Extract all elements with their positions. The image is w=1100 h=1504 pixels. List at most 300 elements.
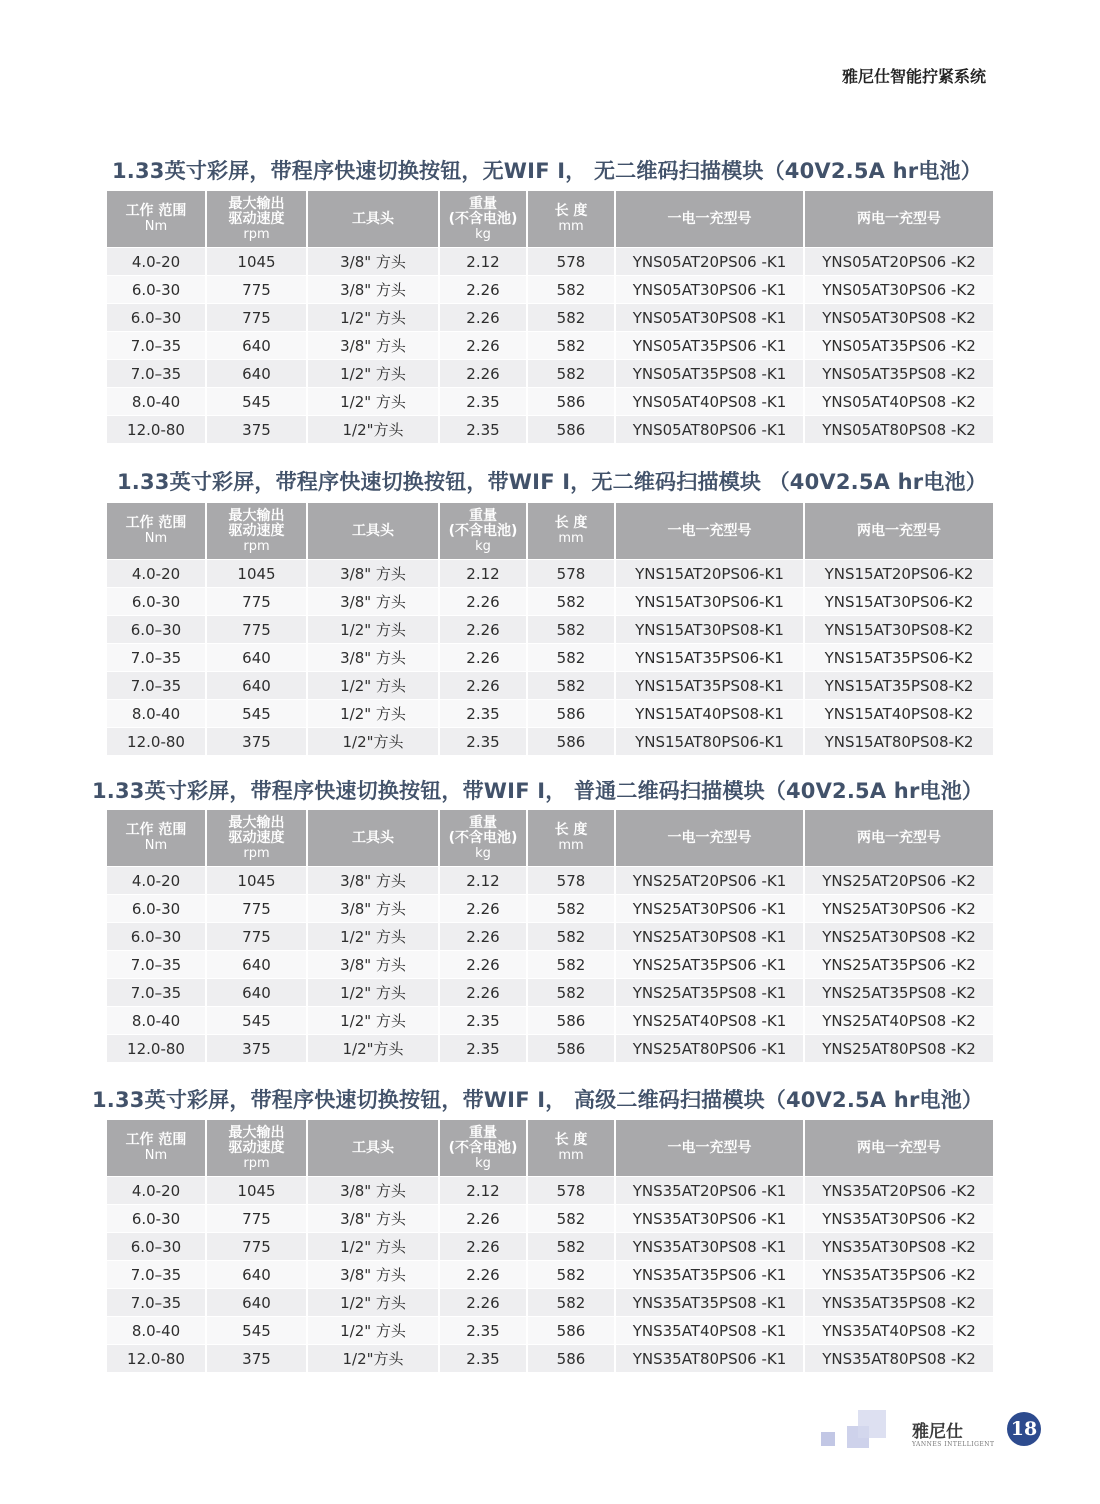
cell-length: 582 bbox=[528, 1232, 616, 1260]
cell-model2: YNS25AT35PS06 -K2 bbox=[805, 950, 993, 978]
cell-weight: 2.35 bbox=[440, 415, 528, 443]
col-header-speed-label2: 驱动速度 bbox=[228, 829, 285, 846]
cell-length: 582 bbox=[528, 1204, 616, 1232]
col-header-tool: 工具头 bbox=[308, 191, 440, 247]
cell-range: 6.0–30 bbox=[107, 1232, 207, 1260]
cell-range: 6.0–30 bbox=[107, 615, 207, 643]
cell-length: 582 bbox=[528, 587, 616, 615]
table-header-row bbox=[107, 1120, 993, 1176]
cell-weight: 2.26 bbox=[440, 894, 528, 922]
cell-model1: YNS25AT40PS08 -K1 bbox=[616, 1006, 805, 1034]
cell-range: 12.0-80 bbox=[107, 727, 207, 755]
col-header-weight-note: (不含电池) bbox=[448, 829, 518, 846]
cell-tool: 3/8" 方头 bbox=[308, 275, 440, 303]
col-header-length bbox=[528, 191, 616, 247]
cell-range: 8.0-40 bbox=[107, 699, 207, 727]
cell-tool: 1/2" 方头 bbox=[308, 1232, 440, 1260]
col-header-speed bbox=[207, 503, 308, 559]
cell-range: 6.0–30 bbox=[107, 922, 207, 950]
cell-range: 8.0-40 bbox=[107, 1316, 207, 1344]
col-header-weight-label: 重量 bbox=[469, 195, 497, 212]
table-row bbox=[107, 1006, 993, 1034]
table-header-row bbox=[107, 810, 993, 866]
table-row bbox=[107, 866, 993, 894]
cell-model2: YNS35AT80PS08 -K2 bbox=[805, 1344, 993, 1372]
cell-model2: YNS25AT80PS08 -K2 bbox=[805, 1034, 993, 1062]
cell-speed: 375 bbox=[207, 727, 308, 755]
cell-model1: YNS15AT20PS06-K1 bbox=[616, 559, 805, 587]
col-header-speed-unit: rpm bbox=[243, 845, 270, 861]
table-row bbox=[107, 247, 993, 275]
cell-weight: 2.12 bbox=[440, 559, 528, 587]
cell-range: 7.0–35 bbox=[107, 671, 207, 699]
col-header-range-unit: Nm bbox=[144, 219, 168, 234]
cell-tool: 3/8" 方头 bbox=[308, 247, 440, 275]
col-header-model2: 两电一充型号 bbox=[805, 1120, 993, 1176]
col-header-range-label: 工作 范围 bbox=[125, 1132, 187, 1148]
cell-weight: 2.26 bbox=[440, 615, 528, 643]
cell-model1: YNS15AT35PS06-K1 bbox=[616, 643, 805, 671]
cell-tool: 1/2"方头 bbox=[308, 415, 440, 443]
cell-tool: 3/8" 方头 bbox=[308, 559, 440, 587]
col-header-weight-unit: kg bbox=[475, 845, 491, 861]
cell-range: 7.0–35 bbox=[107, 950, 207, 978]
table-row bbox=[107, 1260, 993, 1288]
table-row bbox=[107, 727, 993, 755]
cell-tool: 1/2" 方头 bbox=[308, 303, 440, 331]
cell-tool: 3/8" 方头 bbox=[308, 866, 440, 894]
col-header-weight-label: 重量 bbox=[469, 507, 497, 524]
cell-length: 582 bbox=[528, 1260, 616, 1288]
table-row bbox=[107, 615, 993, 643]
col-header-model2: 两电一充型号 bbox=[805, 191, 993, 247]
table-row bbox=[107, 671, 993, 699]
cell-model1: YNS25AT30PS08 -K1 bbox=[616, 922, 805, 950]
col-header-weight-label: 重量 bbox=[469, 1124, 497, 1141]
cell-range: 7.0–35 bbox=[107, 1260, 207, 1288]
cell-speed: 545 bbox=[207, 699, 308, 727]
cell-model2: YNS25AT30PS08 -K2 bbox=[805, 922, 993, 950]
cell-weight: 2.26 bbox=[440, 359, 528, 387]
col-header-weight-note: (不含电池) bbox=[448, 210, 518, 227]
cell-range: 12.0-80 bbox=[107, 1344, 207, 1372]
cell-speed: 775 bbox=[207, 275, 308, 303]
cell-speed: 640 bbox=[207, 950, 308, 978]
col-header-range-label: 工作 范围 bbox=[125, 203, 187, 219]
cell-weight: 2.26 bbox=[440, 671, 528, 699]
cell-tool: 3/8" 方头 bbox=[308, 587, 440, 615]
cell-range: 4.0-20 bbox=[107, 1176, 207, 1204]
cell-tool: 1/2" 方头 bbox=[308, 978, 440, 1006]
cell-model1: YNS15AT40PS08-K1 bbox=[616, 699, 805, 727]
cell-model2: YNS35AT20PS06 -K2 bbox=[805, 1176, 993, 1204]
table-row bbox=[107, 415, 993, 443]
cell-speed: 775 bbox=[207, 894, 308, 922]
cell-length: 582 bbox=[528, 303, 616, 331]
cell-weight: 2.12 bbox=[440, 1176, 528, 1204]
footer-brand-subtitle: YANNES INTELLIGENT bbox=[912, 1441, 995, 1448]
col-header-weight bbox=[440, 1120, 528, 1176]
cell-speed: 1045 bbox=[207, 866, 308, 894]
col-header-length bbox=[528, 1120, 616, 1176]
col-header-weight-note: (不含电池) bbox=[448, 1139, 518, 1156]
document-header-title: 雅尼仕智能拧紧系统 bbox=[841, 67, 986, 86]
table-row bbox=[107, 1316, 993, 1344]
cell-model2: YNS15AT40PS08-K2 bbox=[805, 699, 993, 727]
table-header-row bbox=[107, 503, 993, 559]
col-header-model2: 两电一充型号 bbox=[805, 503, 993, 559]
cell-speed: 640 bbox=[207, 671, 308, 699]
col-header-weight-unit: kg bbox=[475, 226, 491, 242]
section-title: 1.33英寸彩屏，带程序快速切换按钮，带WIF I，无二维码扫描模块 （40V2.5A hr电池） bbox=[117, 470, 987, 494]
cell-model1: YNS15AT35PS08-K1 bbox=[616, 671, 805, 699]
cell-speed: 375 bbox=[207, 1344, 308, 1372]
cell-tool: 1/2" 方头 bbox=[308, 359, 440, 387]
col-header-model1: 一电一充型号 bbox=[616, 810, 805, 866]
cell-tool: 1/2" 方头 bbox=[308, 1316, 440, 1344]
cell-length: 586 bbox=[528, 727, 616, 755]
cell-model1: YNS05AT40PS08 -K1 bbox=[616, 387, 805, 415]
col-header-length bbox=[528, 503, 616, 559]
cell-weight: 2.26 bbox=[440, 303, 528, 331]
cell-weight: 2.26 bbox=[440, 331, 528, 359]
cell-weight: 2.26 bbox=[440, 1232, 528, 1260]
cell-length: 582 bbox=[528, 922, 616, 950]
cell-model1: YNS35AT35PS08 -K1 bbox=[616, 1288, 805, 1316]
cell-range: 12.0-80 bbox=[107, 1034, 207, 1062]
cell-weight: 2.35 bbox=[440, 1006, 528, 1034]
table-row bbox=[107, 978, 993, 1006]
page-number-badge: 18 bbox=[1007, 1412, 1041, 1446]
cell-speed: 775 bbox=[207, 1204, 308, 1232]
cell-model2: YNS05AT20PS06 -K2 bbox=[805, 247, 993, 275]
col-header-range-label: 工作 范围 bbox=[125, 822, 187, 838]
table-row bbox=[107, 643, 993, 671]
col-header-speed-label2: 驱动速度 bbox=[228, 522, 285, 539]
cell-speed: 545 bbox=[207, 1316, 308, 1344]
cell-weight: 2.35 bbox=[440, 699, 528, 727]
spec-table bbox=[107, 1120, 993, 1372]
col-header-model1: 一电一充型号 bbox=[616, 1120, 805, 1176]
col-header-weight bbox=[440, 503, 528, 559]
cell-range: 7.0–35 bbox=[107, 331, 207, 359]
table-header-row bbox=[107, 191, 993, 247]
cell-model2: YNS15AT30PS06-K2 bbox=[805, 587, 993, 615]
cell-model2: YNS15AT20PS06-K2 bbox=[805, 559, 993, 587]
cell-model1: YNS05AT30PS06 -K1 bbox=[616, 275, 805, 303]
cell-model1: YNS25AT80PS06 -K1 bbox=[616, 1034, 805, 1062]
cell-speed: 775 bbox=[207, 615, 308, 643]
col-header-speed bbox=[207, 810, 308, 866]
cell-range: 7.0–35 bbox=[107, 1288, 207, 1316]
table-row bbox=[107, 1034, 993, 1062]
table-row bbox=[107, 359, 993, 387]
cell-speed: 545 bbox=[207, 387, 308, 415]
col-header-range bbox=[107, 1120, 207, 1176]
cell-speed: 1045 bbox=[207, 1176, 308, 1204]
col-header-weight-unit: kg bbox=[475, 538, 491, 554]
col-header-speed-label1: 最大输出 bbox=[228, 195, 285, 212]
cell-weight: 2.26 bbox=[440, 275, 528, 303]
table-row bbox=[107, 1344, 993, 1372]
cell-tool: 1/2" 方头 bbox=[308, 922, 440, 950]
cell-model1: YNS15AT30PS08-K1 bbox=[616, 615, 805, 643]
footer-brand-name: 雅尼仕 bbox=[912, 1422, 963, 1442]
col-header-speed-label1: 最大输出 bbox=[228, 814, 285, 831]
cell-model1: YNS25AT30PS06 -K1 bbox=[616, 894, 805, 922]
table-row bbox=[107, 587, 993, 615]
cell-tool: 3/8" 方头 bbox=[308, 1204, 440, 1232]
col-header-length-unit: mm bbox=[558, 531, 584, 546]
cell-speed: 640 bbox=[207, 1260, 308, 1288]
col-header-range-unit: Nm bbox=[144, 838, 168, 853]
col-header-model2: 两电一充型号 bbox=[805, 810, 993, 866]
cell-weight: 2.35 bbox=[440, 727, 528, 755]
cell-speed: 640 bbox=[207, 643, 308, 671]
col-header-tool: 工具头 bbox=[308, 1120, 440, 1176]
cell-model2: YNS05AT80PS08 -K2 bbox=[805, 415, 993, 443]
cell-speed: 545 bbox=[207, 1006, 308, 1034]
cell-range: 6.0-30 bbox=[107, 1204, 207, 1232]
cell-speed: 375 bbox=[207, 415, 308, 443]
table-body bbox=[107, 247, 993, 443]
col-header-weight-label: 重量 bbox=[469, 814, 497, 831]
cell-length: 582 bbox=[528, 894, 616, 922]
col-header-range-label: 工作 范围 bbox=[125, 515, 187, 531]
section-title: 1.33英寸彩屏，带程序快速切换按钮，带WIF I， 高级二维码扫描模块（40V2.5A hr电池） bbox=[92, 1088, 984, 1112]
col-header-range-unit: Nm bbox=[144, 531, 168, 546]
cell-length: 582 bbox=[528, 359, 616, 387]
cell-range: 4.0-20 bbox=[107, 559, 207, 587]
table-row bbox=[107, 894, 993, 922]
cell-model2: YNS05AT35PS06 -K2 bbox=[805, 331, 993, 359]
cell-model1: YNS25AT20PS06 -K1 bbox=[616, 866, 805, 894]
cell-tool: 3/8" 方头 bbox=[308, 331, 440, 359]
cell-tool: 3/8" 方头 bbox=[308, 1260, 440, 1288]
cell-weight: 2.26 bbox=[440, 922, 528, 950]
cell-range: 12.0-80 bbox=[107, 415, 207, 443]
cell-speed: 640 bbox=[207, 331, 308, 359]
cell-range: 7.0–35 bbox=[107, 643, 207, 671]
cell-speed: 1045 bbox=[207, 559, 308, 587]
cell-length: 582 bbox=[528, 671, 616, 699]
cell-length: 586 bbox=[528, 1316, 616, 1344]
section-title: 1.33英寸彩屏，带程序快速切换按钮，带WIF I， 普通二维码扫描模块（40V2.5A hr电池） bbox=[92, 779, 984, 803]
col-header-length-label: 长 度 bbox=[554, 203, 588, 219]
spec-table bbox=[107, 810, 993, 1062]
cell-tool: 1/2"方头 bbox=[308, 1344, 440, 1372]
cell-range: 6.0-30 bbox=[107, 587, 207, 615]
cell-model2: YNS35AT35PS06 -K2 bbox=[805, 1260, 993, 1288]
cell-model2: YNS35AT40PS08 -K2 bbox=[805, 1316, 993, 1344]
cell-length: 586 bbox=[528, 699, 616, 727]
cell-speed: 640 bbox=[207, 978, 308, 1006]
cell-tool: 3/8" 方头 bbox=[308, 950, 440, 978]
col-header-speed bbox=[207, 191, 308, 247]
col-header-weight-note: (不含电池) bbox=[448, 522, 518, 539]
cell-range: 6.0–30 bbox=[107, 303, 207, 331]
cell-tool: 1/2" 方头 bbox=[308, 615, 440, 643]
cell-weight: 2.12 bbox=[440, 866, 528, 894]
col-header-range bbox=[107, 191, 207, 247]
cell-model1: YNS35AT35PS06 -K1 bbox=[616, 1260, 805, 1288]
cell-length: 582 bbox=[528, 331, 616, 359]
logo-square-decoration bbox=[858, 1410, 886, 1438]
cell-tool: 3/8" 方头 bbox=[308, 643, 440, 671]
cell-model1: YNS05AT20PS06 -K1 bbox=[616, 247, 805, 275]
cell-speed: 375 bbox=[207, 1034, 308, 1062]
cell-length: 578 bbox=[528, 559, 616, 587]
col-header-tool: 工具头 bbox=[308, 503, 440, 559]
cell-length: 582 bbox=[528, 1288, 616, 1316]
cell-tool: 1/2" 方头 bbox=[308, 699, 440, 727]
cell-length: 586 bbox=[528, 415, 616, 443]
table-row bbox=[107, 303, 993, 331]
cell-weight: 2.26 bbox=[440, 643, 528, 671]
cell-range: 4.0-20 bbox=[107, 247, 207, 275]
cell-range: 7.0–35 bbox=[107, 359, 207, 387]
cell-range: 4.0-20 bbox=[107, 866, 207, 894]
col-header-length bbox=[528, 810, 616, 866]
col-header-speed-label2: 驱动速度 bbox=[228, 210, 285, 227]
cell-model1: YNS05AT35PS06 -K1 bbox=[616, 331, 805, 359]
cell-model1: YNS35AT20PS06 -K1 bbox=[616, 1176, 805, 1204]
col-header-length-label: 长 度 bbox=[554, 822, 588, 838]
col-header-speed-label1: 最大输出 bbox=[228, 1124, 285, 1141]
cell-model2: YNS15AT30PS08-K2 bbox=[805, 615, 993, 643]
cell-speed: 640 bbox=[207, 359, 308, 387]
cell-length: 586 bbox=[528, 1006, 616, 1034]
cell-model1: YNS15AT80PS06-K1 bbox=[616, 727, 805, 755]
cell-weight: 2.35 bbox=[440, 1034, 528, 1062]
cell-model2: YNS35AT30PS06 -K2 bbox=[805, 1204, 993, 1232]
table-row bbox=[107, 699, 993, 727]
cell-speed: 775 bbox=[207, 1232, 308, 1260]
cell-tool: 1/2"方头 bbox=[308, 1034, 440, 1062]
cell-length: 582 bbox=[528, 615, 616, 643]
cell-model2: YNS25AT20PS06 -K2 bbox=[805, 866, 993, 894]
cell-range: 6.0-30 bbox=[107, 894, 207, 922]
table-row bbox=[107, 1176, 993, 1204]
cell-model2: YNS25AT35PS08 -K2 bbox=[805, 978, 993, 1006]
cell-length: 578 bbox=[528, 866, 616, 894]
col-header-speed-unit: rpm bbox=[243, 538, 270, 554]
col-header-speed-label2: 驱动速度 bbox=[228, 1139, 285, 1156]
cell-model2: YNS05AT35PS08 -K2 bbox=[805, 359, 993, 387]
cell-range: 8.0-40 bbox=[107, 387, 207, 415]
cell-model1: YNS05AT30PS08 -K1 bbox=[616, 303, 805, 331]
col-header-range bbox=[107, 810, 207, 866]
table-row bbox=[107, 275, 993, 303]
cell-weight: 2.26 bbox=[440, 587, 528, 615]
cell-model1: YNS15AT30PS06-K1 bbox=[616, 587, 805, 615]
spec-table bbox=[107, 503, 993, 755]
cell-weight: 2.26 bbox=[440, 1260, 528, 1288]
cell-tool: 3/8" 方头 bbox=[308, 894, 440, 922]
cell-tool: 1/2" 方头 bbox=[308, 1006, 440, 1034]
col-header-model1: 一电一充型号 bbox=[616, 503, 805, 559]
table-row bbox=[107, 922, 993, 950]
cell-model1: YNS35AT30PS06 -K1 bbox=[616, 1204, 805, 1232]
col-header-length-unit: mm bbox=[558, 838, 584, 853]
col-header-length-label: 长 度 bbox=[554, 1132, 588, 1148]
cell-model1: YNS05AT35PS08 -K1 bbox=[616, 359, 805, 387]
table-row bbox=[107, 950, 993, 978]
cell-length: 578 bbox=[528, 247, 616, 275]
cell-range: 7.0–35 bbox=[107, 978, 207, 1006]
section-title: 1.33英寸彩屏，带程序快速切换按钮，无WIF I， 无二维码扫描模块（40V2.5A hr电池） bbox=[112, 159, 982, 183]
cell-range: 6.0-30 bbox=[107, 275, 207, 303]
cell-model2: YNS35AT30PS08 -K2 bbox=[805, 1232, 993, 1260]
cell-model2: YNS05AT40PS08 -K2 bbox=[805, 387, 993, 415]
cell-length: 586 bbox=[528, 387, 616, 415]
cell-weight: 2.26 bbox=[440, 1288, 528, 1316]
col-header-speed-unit: rpm bbox=[243, 1155, 270, 1171]
cell-model1: YNS25AT35PS06 -K1 bbox=[616, 950, 805, 978]
cell-length: 582 bbox=[528, 978, 616, 1006]
col-header-range-unit: Nm bbox=[144, 1148, 168, 1163]
cell-model1: YNS35AT80PS06 -K1 bbox=[616, 1344, 805, 1372]
cell-model2: YNS35AT35PS08 -K2 bbox=[805, 1288, 993, 1316]
col-header-length-unit: mm bbox=[558, 1148, 584, 1163]
table-body bbox=[107, 866, 993, 1062]
cell-range: 8.0-40 bbox=[107, 1006, 207, 1034]
cell-model2: YNS15AT80PS08-K2 bbox=[805, 727, 993, 755]
cell-weight: 2.26 bbox=[440, 1204, 528, 1232]
cell-speed: 775 bbox=[207, 587, 308, 615]
cell-model2: YNS05AT30PS06 -K2 bbox=[805, 275, 993, 303]
cell-speed: 1045 bbox=[207, 247, 308, 275]
cell-model2: YNS15AT35PS06-K2 bbox=[805, 643, 993, 671]
cell-weight: 2.35 bbox=[440, 387, 528, 415]
cell-model1: YNS35AT30PS08 -K1 bbox=[616, 1232, 805, 1260]
table-body bbox=[107, 1176, 993, 1372]
cell-length: 578 bbox=[528, 1176, 616, 1204]
col-header-length-label: 长 度 bbox=[554, 515, 588, 531]
cell-model2: YNS25AT40PS08 -K2 bbox=[805, 1006, 993, 1034]
cell-weight: 2.26 bbox=[440, 950, 528, 978]
table-row bbox=[107, 1288, 993, 1316]
cell-length: 586 bbox=[528, 1344, 616, 1372]
cell-model1: YNS05AT80PS06 -K1 bbox=[616, 415, 805, 443]
cell-weight: 2.12 bbox=[440, 247, 528, 275]
cell-length: 586 bbox=[528, 1034, 616, 1062]
col-header-speed-label1: 最大输出 bbox=[228, 507, 285, 524]
cell-model2: YNS05AT30PS08 -K2 bbox=[805, 303, 993, 331]
cell-weight: 2.35 bbox=[440, 1344, 528, 1372]
cell-speed: 775 bbox=[207, 922, 308, 950]
cell-model1: YNS35AT40PS08 -K1 bbox=[616, 1316, 805, 1344]
cell-weight: 2.26 bbox=[440, 978, 528, 1006]
col-header-speed-unit: rpm bbox=[243, 226, 270, 242]
table-row bbox=[107, 1232, 993, 1260]
table-row bbox=[107, 559, 993, 587]
cell-tool: 1/2" 方头 bbox=[308, 671, 440, 699]
cell-weight: 2.35 bbox=[440, 1316, 528, 1344]
col-header-weight bbox=[440, 810, 528, 866]
col-header-length-unit: mm bbox=[558, 219, 584, 234]
cell-tool: 1/2"方头 bbox=[308, 727, 440, 755]
cell-tool: 1/2" 方头 bbox=[308, 387, 440, 415]
table-row bbox=[107, 387, 993, 415]
table-body bbox=[107, 559, 993, 755]
spec-table bbox=[107, 191, 993, 443]
col-header-weight bbox=[440, 191, 528, 247]
logo-square-decoration bbox=[821, 1432, 835, 1446]
table-row bbox=[107, 1204, 993, 1232]
cell-model1: YNS25AT35PS08 -K1 bbox=[616, 978, 805, 1006]
cell-speed: 775 bbox=[207, 303, 308, 331]
